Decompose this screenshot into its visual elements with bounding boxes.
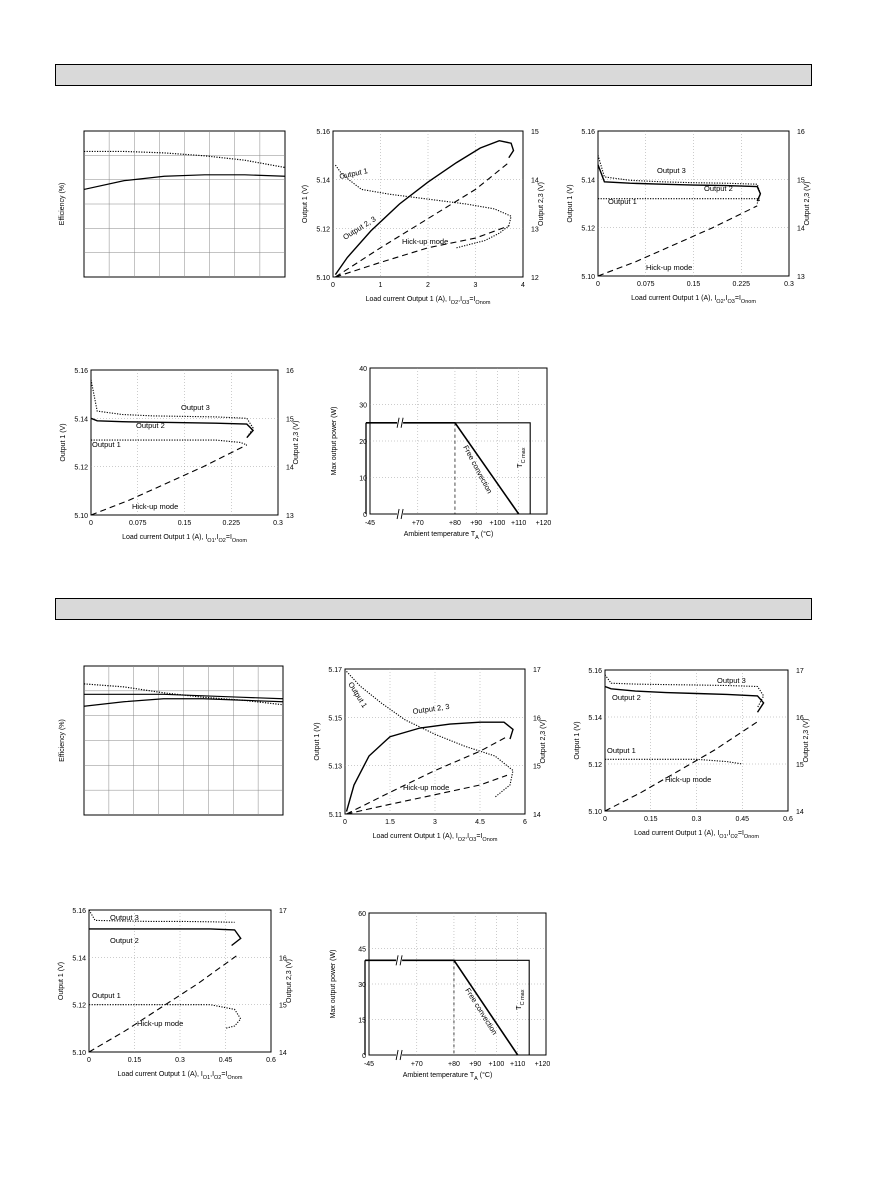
- y2-tick-label: 15: [531, 129, 539, 136]
- x-tick-label: +90: [469, 1061, 482, 1068]
- annotation-label: Hick-up mode: [646, 263, 693, 272]
- annotation-label: Hick-up mode: [402, 237, 449, 246]
- chart-panel: [567, 129, 811, 305]
- y2-axis-label: Output 2,3 (V): [803, 718, 810, 763]
- y2-tick-label: 15: [796, 762, 804, 769]
- series-line: [605, 722, 758, 811]
- y-tick-label: 30: [358, 982, 366, 989]
- y2-tick-label: 17: [796, 668, 804, 675]
- y-tick-label: 5.12: [72, 1002, 86, 1010]
- y-tick-label: 5.16: [72, 908, 86, 915]
- x-tick-label: 4: [521, 282, 525, 289]
- annotation-label: $T_{C max}$: [515, 447, 527, 468]
- y-axis-label: Output 1 (V): [60, 423, 67, 462]
- y-tick-label: 15: [358, 1017, 366, 1025]
- x-tick-label: 0.3: [691, 816, 702, 823]
- x-tick-label: 0.3: [175, 1057, 185, 1064]
- y-axis-label: Output 1 (V): [567, 184, 574, 223]
- series-line: [89, 955, 238, 1052]
- y-tick-label: 5.10: [72, 1050, 86, 1057]
- x-tick-label: 0: [603, 816, 607, 823]
- annotation-label: $T_{C max}$: [514, 989, 526, 1010]
- x-tick-label: +110: [511, 520, 527, 527]
- y-tick-label: 5.12: [74, 464, 88, 472]
- x-tick-label: +70: [411, 520, 424, 527]
- annotation-label: Hick-up mode: [403, 783, 450, 792]
- y2-tick-label: 16: [797, 129, 805, 136]
- y2-tick-label: 14: [533, 812, 541, 819]
- chart-panel: [302, 129, 545, 306]
- x-tick-label: 3: [433, 819, 437, 826]
- y-tick-label: 5.14: [74, 416, 88, 424]
- y-tick-label: 5.14: [588, 715, 602, 722]
- y2-tick-label: 17: [279, 908, 287, 915]
- annotation-label: Output 3: [717, 676, 746, 685]
- annotation-label: Free convection: [461, 443, 495, 496]
- y-tick-label: 5.10: [581, 274, 595, 281]
- x-tick-label: 3: [473, 282, 478, 289]
- x-axis-label: Load current Output 1 (A), $I_{O2},I_{O3}=I_{Onom}$: [372, 833, 498, 843]
- annotation-label: Output 2: [704, 184, 733, 193]
- annotation-label: Output 2: [136, 421, 165, 430]
- y-tick-label: 20: [359, 439, 367, 446]
- series-line: [605, 759, 742, 764]
- series-line: [366, 423, 519, 514]
- x-tick-label: 0: [343, 819, 347, 826]
- x-tick-label: 0: [89, 520, 93, 527]
- annotation-label: Output 2: [612, 693, 641, 702]
- y2-tick-label: 16: [796, 715, 804, 722]
- y2-tick-label: 12: [531, 275, 539, 282]
- y2-tick-label: 16: [286, 368, 294, 375]
- y-tick-label: 5.14: [581, 177, 595, 185]
- annotation-label: Output 2: [110, 936, 139, 945]
- annotation-label: Hick-up mode: [137, 1019, 184, 1028]
- annotation-label: Output 1: [92, 991, 121, 1000]
- y2-tick-label: 14: [797, 225, 805, 233]
- chart-panel: [330, 911, 550, 1082]
- annotation-label: Output 3: [657, 166, 686, 175]
- series-line: [347, 737, 508, 814]
- y-axis-label: Efficiency (%): [59, 182, 66, 226]
- y2-tick-label: 13: [531, 226, 539, 234]
- series-line: [347, 671, 514, 797]
- annotation-label: Output 3: [181, 403, 210, 412]
- y-axis-label: Max output power (W): [330, 949, 337, 1019]
- y-tick-label: 5.14: [316, 177, 330, 185]
- annotation-label: Output 1: [608, 197, 637, 206]
- y-tick-label: 5.16: [74, 368, 88, 375]
- x-tick-label: +100: [489, 520, 506, 527]
- x-axis-label: Load current Output 1 (A), $I_{O2},I_{O3}=I_{Onom}$: [631, 295, 756, 305]
- y2-axis-label: Output 2,3 (V): [293, 420, 300, 465]
- annotation-label: Output 1: [92, 440, 121, 449]
- series-line: [347, 775, 508, 814]
- x-tick-label: 2: [426, 282, 430, 289]
- series-line: [91, 380, 253, 438]
- annotation-label: Output 1: [346, 680, 370, 710]
- series-line: [335, 163, 508, 277]
- y2-tick-label: 14: [286, 464, 294, 472]
- x-tick-label: 0.6: [783, 816, 793, 823]
- series-line: [335, 226, 508, 277]
- x-tick-label: 0.075: [128, 520, 147, 527]
- y-tick-label: 5.10: [316, 275, 330, 282]
- x-tick-label: +80: [449, 520, 461, 527]
- x-tick-label: 0.225: [222, 520, 241, 527]
- y2-axis-label: Output 2,3 (V): [540, 719, 547, 764]
- x-tick-label: 1.5: [385, 819, 395, 826]
- y2-tick-label: 14: [531, 177, 539, 185]
- chart-panel: [58, 908, 293, 1081]
- annotation-label: Output 2, 3: [412, 701, 451, 716]
- y2-tick-label: 14: [279, 1050, 287, 1057]
- x-tick-label: 0: [87, 1057, 91, 1064]
- x-axis-label: Load current Output 1 (A), $I_{O1},I_{O2}=I_{Onom}$: [122, 534, 247, 544]
- series-line: [366, 423, 530, 514]
- y-axis-label: Max output power (W): [331, 406, 338, 476]
- annotation-label: Output 1: [607, 746, 636, 755]
- y-tick-label: 5.16: [316, 129, 330, 136]
- chart-panel: [331, 366, 551, 541]
- y-axis-label: Output 1 (V): [574, 721, 581, 760]
- y-axis-label: Efficiency (%): [59, 719, 66, 762]
- y-tick-label: 5.14: [72, 955, 86, 963]
- y-tick-label: 40: [359, 366, 367, 373]
- series-line: [335, 165, 511, 248]
- y-tick-label: 5.13: [328, 763, 342, 771]
- y2-tick-label: 16: [533, 715, 541, 723]
- x-tick-label: 0: [596, 281, 600, 288]
- y-tick-label: 5.17: [328, 667, 342, 674]
- series-line: [91, 418, 253, 437]
- annotation-label: Free convection: [463, 986, 500, 1037]
- series-line: [365, 960, 518, 1055]
- x-tick-label: 0.6: [266, 1057, 276, 1064]
- x-tick-label: +100: [488, 1061, 505, 1068]
- y2-tick-label: 15: [279, 1002, 287, 1010]
- y2-tick-label: 16: [279, 955, 287, 963]
- chart-panel: [314, 667, 547, 843]
- x-tick-label: 0.15: [643, 816, 658, 823]
- chart-panel: [60, 368, 300, 544]
- x-tick-label: 0.225: [732, 281, 751, 288]
- x-tick-label: 1: [378, 282, 383, 289]
- x-tick-label: 0.15: [127, 1057, 142, 1064]
- x-tick-label: 0.15: [686, 281, 701, 288]
- annotation-label: Output 2, 3: [341, 214, 378, 242]
- y-tick-label: 5.16: [581, 129, 595, 136]
- x-axis-label: Ambient temperature $T_A$ (°C): [403, 531, 494, 541]
- y-tick-label: 5.12: [316, 226, 330, 234]
- x-axis-label: Load current Output 1 (A), $I_{O1},I_{O2}=I_{Onom}$: [634, 830, 759, 840]
- y-axis-label: Output 1 (V): [314, 722, 321, 761]
- x-tick-label: 0.45: [735, 816, 750, 823]
- y-tick-label: 5.15: [328, 715, 342, 723]
- y-axis-label: Output 1 (V): [302, 184, 309, 224]
- y-tick-label: 5.10: [74, 513, 88, 520]
- x-axis-label: Load current Output 1 (A), $I_{O2},I_{O3}=I_{Onom}$: [365, 296, 491, 306]
- y-tick-label: 0: [362, 1053, 366, 1060]
- y-tick-label: 5.10: [588, 809, 602, 816]
- y2-tick-label: 13: [286, 513, 294, 520]
- y-tick-label: 10: [359, 475, 367, 483]
- y-tick-label: 5.12: [588, 762, 602, 769]
- x-tick-label: 0.45: [218, 1057, 233, 1064]
- annotation-label: Output 3: [110, 913, 139, 922]
- y-tick-label: 0: [363, 512, 367, 519]
- series-line: [365, 960, 529, 1055]
- y-tick-label: 30: [359, 402, 367, 410]
- x-tick-label: 6: [523, 819, 527, 826]
- x-tick-label: 0.075: [636, 281, 655, 288]
- x-tick-label: +120: [535, 520, 552, 527]
- y2-tick-label: 17: [533, 667, 541, 674]
- y2-tick-label: 15: [533, 763, 541, 771]
- x-axis-label: Load current Output 1 (A), $I_{O1},I_{O2}=I_{Onom}$: [117, 1071, 243, 1081]
- x-tick-label: 0.15: [177, 520, 192, 527]
- x-axis-label: Ambient temperature $T_A$ (°C): [402, 1072, 493, 1082]
- chart-panel: [59, 131, 285, 277]
- annotation-label: Output 1: [338, 166, 369, 181]
- y2-axis-label: Output 2,3 (V): [538, 182, 545, 226]
- x-tick-label: 0.3: [273, 520, 283, 527]
- y2-tick-label: 13: [797, 274, 805, 281]
- y-tick-label: 60: [358, 911, 366, 918]
- y-tick-label: 5.16: [588, 668, 602, 675]
- y-axis-label: Output 1 (V): [58, 961, 65, 1001]
- x-tick-label: -45: [363, 1061, 375, 1068]
- chart-panel: [59, 666, 283, 815]
- y-tick-label: 5.11: [328, 812, 342, 819]
- x-tick-label: 4.5: [475, 819, 485, 826]
- chart-panel: [574, 668, 810, 840]
- y-tick-label: 5.12: [581, 225, 595, 233]
- y2-axis-label: Output 2,3 (V): [804, 181, 811, 226]
- x-tick-label: 0.3: [784, 281, 794, 288]
- y2-tick-label: 14: [796, 809, 804, 816]
- series-line: [347, 722, 514, 811]
- x-tick-label: +70: [410, 1061, 423, 1068]
- y2-tick-label: 15: [286, 416, 294, 424]
- annotation-label: Hick-up mode: [132, 502, 179, 511]
- annotation-label: Hick-up mode: [665, 775, 712, 784]
- x-tick-label: +80: [448, 1061, 460, 1068]
- y-tick-label: 45: [358, 946, 366, 954]
- x-tick-label: +90: [470, 520, 483, 527]
- series-line: [335, 141, 513, 275]
- y2-axis-label: Output 2,3 (V): [286, 959, 293, 1003]
- x-tick-label: 0: [331, 282, 335, 289]
- x-tick-label: -45: [364, 520, 376, 527]
- x-tick-label: +110: [510, 1061, 526, 1068]
- x-tick-label: +120: [534, 1061, 551, 1068]
- y2-tick-label: 15: [797, 177, 805, 185]
